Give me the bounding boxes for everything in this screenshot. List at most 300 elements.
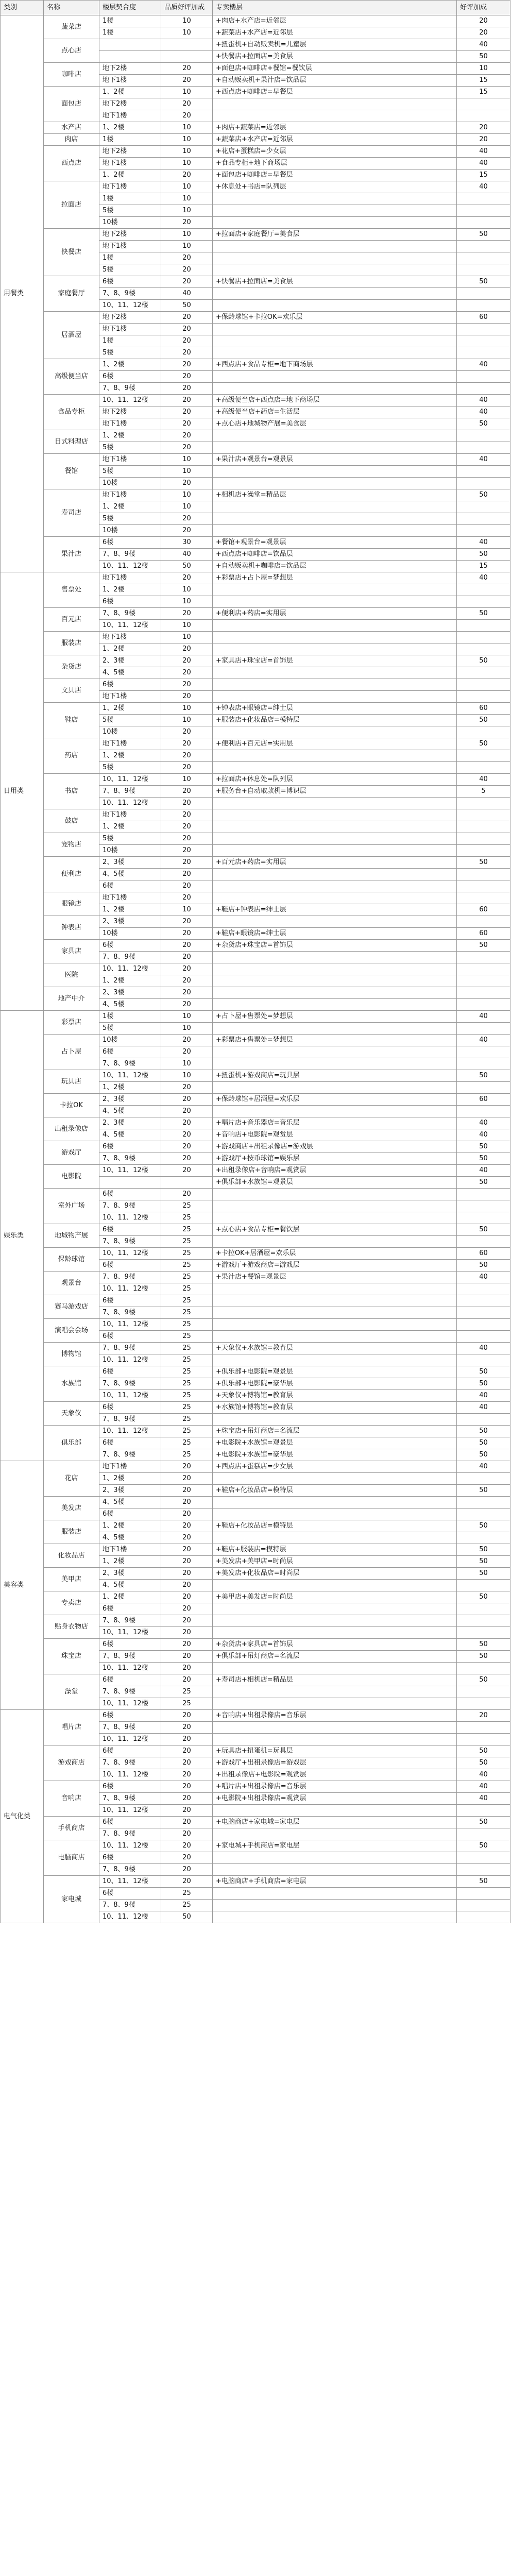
special-floor-cell <box>213 620 457 632</box>
table-row <box>1 1426 510 1437</box>
quality-bonus-cell: 20 <box>161 110 213 122</box>
floor-cell: 6楼 <box>99 1639 161 1651</box>
table-row <box>1 963 510 975</box>
quality-bonus-cell: 50 <box>161 1911 213 1923</box>
quality-bonus-cell: 10 <box>161 205 213 217</box>
category-cell: 电气化类 <box>1 1710 44 1923</box>
special-floor-cell: +电影院+出租录像店=观赏层 <box>213 1793 457 1805</box>
floor-cell <box>99 51 161 63</box>
quality-bonus-cell: 20 <box>161 1106 213 1117</box>
special-floor-cell: +西点店+食品专柜=地下商场层 <box>213 359 457 371</box>
floor-cell: 地下1楼 <box>99 110 161 122</box>
rating-bonus-cell <box>457 1698 510 1710</box>
store-name-cell: 钟表店 <box>44 916 99 940</box>
rating-bonus-cell <box>457 620 510 632</box>
table-row <box>1 1295 510 1307</box>
floor-cell: 10楼 <box>99 525 161 537</box>
special-floor-cell <box>213 1295 457 1307</box>
special-floor-cell <box>213 1698 457 1710</box>
quality-bonus-cell: 20 <box>161 1639 213 1651</box>
quality-bonus-cell: 20 <box>161 1485 213 1497</box>
floor-cell: 地下1楼 <box>99 809 161 821</box>
special-floor-cell: +相机店+澡堂=精品层 <box>213 489 457 501</box>
table-row <box>1 1745 510 1757</box>
quality-bonus-cell: 20 <box>161 1651 213 1663</box>
floor-cell: 6楼 <box>99 596 161 608</box>
rating-bonus-cell <box>457 821 510 833</box>
rating-bonus-cell <box>457 584 510 596</box>
quality-bonus-cell: 25 <box>161 1343 213 1354</box>
rating-bonus-cell: 40 <box>457 406 510 418</box>
table-row <box>1 572 510 584</box>
quality-bonus-cell: 20 <box>161 738 213 750</box>
category-cell: 用餐类 <box>1 15 44 572</box>
store-name-cell: 高级便当店 <box>44 359 99 395</box>
special-floor-cell: +鞋店+服装店=模特层 <box>213 1544 457 1556</box>
store-name-cell: 家电城 <box>44 1876 99 1923</box>
floor-cell: 2、3楼 <box>99 655 161 667</box>
floor-cell: 1、2楼 <box>99 87 161 98</box>
table-row <box>1 655 510 667</box>
quality-bonus-cell: 10 <box>161 146 213 158</box>
quality-bonus-cell: 25 <box>161 1698 213 1710</box>
floor-cell: 10楼 <box>99 845 161 857</box>
rating-bonus-cell: 50 <box>457 1757 510 1769</box>
rating-bonus-cell: 40 <box>457 181 510 193</box>
quality-bonus-cell: 20 <box>161 643 213 655</box>
special-floor-cell <box>213 513 457 525</box>
rating-bonus-cell: 40 <box>457 359 510 371</box>
special-floor-cell: +餐馆+观景台=观景层 <box>213 537 457 549</box>
special-floor-cell: +天象仪+水族馆=教育层 <box>213 1343 457 1354</box>
rating-bonus-cell <box>457 1864 510 1876</box>
floor-cell: 地下1楼 <box>99 1461 161 1473</box>
quality-bonus-cell: 20 <box>161 869 213 880</box>
floor-cell: 6楼 <box>99 276 161 288</box>
floor-cell: 6楼 <box>99 1402 161 1414</box>
special-floor-cell: +游戏厅+游戏商店=游戏层 <box>213 1260 457 1272</box>
floor-cell: 6楼 <box>99 1189 161 1200</box>
rating-bonus-cell <box>457 869 510 880</box>
floor-cell: 5楼 <box>99 442 161 454</box>
quality-bonus-cell: 20 <box>161 276 213 288</box>
rating-bonus-cell <box>457 98 510 110</box>
quality-bonus-cell: 20 <box>161 312 213 324</box>
special-floor-cell: +果汁店+观景台=观景层 <box>213 454 457 466</box>
rating-bonus-cell: 50 <box>457 549 510 561</box>
quality-bonus-cell: 20 <box>161 513 213 525</box>
quality-bonus-cell: 20 <box>161 821 213 833</box>
rating-bonus-cell <box>457 916 510 928</box>
rating-bonus-cell: 40 <box>457 1402 510 1414</box>
quality-bonus-cell: 25 <box>161 1200 213 1212</box>
store-name-cell: 日式料理店 <box>44 430 99 454</box>
store-name-cell: 水产店 <box>44 122 99 134</box>
floor-cell: 1楼 <box>99 335 161 347</box>
rating-bonus-cell <box>457 1911 510 1923</box>
table-row <box>1 1591 510 1603</box>
floor-cell: 2、3楼 <box>99 1485 161 1497</box>
special-floor-cell <box>213 1852 457 1864</box>
rating-bonus-cell: 50 <box>457 1426 510 1437</box>
special-floor-cell <box>213 1354 457 1366</box>
floor-cell: 10、11、12楼 <box>99 1840 161 1852</box>
special-floor-cell <box>213 999 457 1011</box>
special-floor-cell <box>213 963 457 975</box>
rating-bonus-cell <box>457 1805 510 1817</box>
floor-cell: 地下1楼 <box>99 241 161 252</box>
floor-cell: 10、11、12楼 <box>99 1911 161 1923</box>
special-floor-cell <box>213 750 457 762</box>
quality-bonus-cell: 25 <box>161 1319 213 1331</box>
special-floor-cell: +占卜屋+售票处=梦想层 <box>213 1011 457 1023</box>
floor-cell: 2、3楼 <box>99 916 161 928</box>
rating-bonus-cell: 50 <box>457 715 510 726</box>
floor-cell: 1、2楼 <box>99 703 161 715</box>
store-name-cell: 鼓店 <box>44 809 99 833</box>
quality-bonus-cell: 20 <box>161 762 213 774</box>
rating-bonus-cell: 40 <box>457 39 510 51</box>
table-row <box>1 1639 510 1651</box>
special-floor-cell: +蔬菜店+水产店=近邻层 <box>213 27 457 39</box>
rating-bonus-cell: 15 <box>457 87 510 98</box>
floor-cell: 10、11、12楼 <box>99 395 161 406</box>
rating-bonus-cell: 60 <box>457 928 510 940</box>
floor-cell: 10、11、12楼 <box>99 1663 161 1674</box>
special-floor-cell: +彩票店+售票处=梦想层 <box>213 1035 457 1046</box>
rating-bonus-cell: 40 <box>457 1769 510 1781</box>
special-floor-cell: +蔬菜店+水产店=近邻层 <box>213 134 457 146</box>
quality-bonus-cell: 10 <box>161 241 213 252</box>
floor-cell: 4、5楼 <box>99 1532 161 1544</box>
floor-cell: 2、3楼 <box>99 1117 161 1129</box>
quality-bonus-cell: 25 <box>161 1402 213 1414</box>
table-row <box>1 63 510 75</box>
floor-cell: 1楼 <box>99 15 161 27</box>
quality-bonus-cell: 30 <box>161 537 213 549</box>
special-floor-cell <box>213 1473 457 1485</box>
special-floor-cell <box>213 726 457 738</box>
table-row <box>1 857 510 869</box>
table-row <box>1 1781 510 1793</box>
rating-bonus-cell <box>457 1627 510 1639</box>
special-floor-cell <box>213 643 457 655</box>
rating-bonus-cell: 15 <box>457 75 510 87</box>
quality-bonus-cell: 20 <box>161 952 213 963</box>
store-name-cell: 西点店 <box>44 146 99 181</box>
floor-cell: 1、2楼 <box>99 975 161 987</box>
rating-bonus-cell <box>457 691 510 703</box>
special-floor-cell <box>213 1236 457 1248</box>
floor-cell: 4、5楼 <box>99 869 161 880</box>
special-floor-cell <box>213 1212 457 1224</box>
rating-bonus-cell: 40 <box>457 1035 510 1046</box>
floor-cell: 1、2楼 <box>99 1473 161 1485</box>
floor-cell: 6楼 <box>99 679 161 691</box>
floor-cell: 10、11、12楼 <box>99 1876 161 1888</box>
quality-bonus-cell: 10 <box>161 774 213 786</box>
rating-bonus-cell <box>457 952 510 963</box>
floor-cell: 1、2楼 <box>99 359 161 371</box>
floor-cell: 5楼 <box>99 264 161 276</box>
table-row <box>1 537 510 549</box>
store-name-cell: 澡堂 <box>44 1674 99 1710</box>
special-floor-cell <box>213 300 457 312</box>
rating-bonus-cell <box>457 1319 510 1331</box>
special-floor-cell: +面包店+咖啡店=早餐层 <box>213 170 457 181</box>
store-name-cell: 服装店 <box>44 632 99 655</box>
floor-cell: 4、5楼 <box>99 1129 161 1141</box>
special-floor-cell <box>213 442 457 454</box>
quality-bonus-cell: 20 <box>161 1165 213 1177</box>
quality-bonus-cell: 25 <box>161 1260 213 1272</box>
floor-cell: 7、8、9楼 <box>99 1272 161 1283</box>
quality-bonus-cell: 20 <box>161 916 213 928</box>
store-name-cell: 食品专柜 <box>44 395 99 430</box>
quality-bonus-cell: 20 <box>161 252 213 264</box>
rating-bonus-cell <box>457 525 510 537</box>
special-floor-cell <box>213 264 457 276</box>
special-floor-cell: +游戏厅+出租录像店=游戏层 <box>213 1757 457 1769</box>
table-row <box>1 1248 510 1260</box>
rating-bonus-cell: 50 <box>457 1840 510 1852</box>
special-floor-cell <box>213 430 457 442</box>
quality-bonus-cell <box>161 51 213 63</box>
rating-bonus-cell <box>457 833 510 845</box>
store-name-cell: 文具店 <box>44 679 99 703</box>
special-floor-cell <box>213 1319 457 1331</box>
rating-bonus-cell <box>457 335 510 347</box>
floor-cell: 10、11、12楼 <box>99 963 161 975</box>
rating-bonus-cell <box>457 1058 510 1070</box>
floor-cell: 5楼 <box>99 1023 161 1035</box>
quality-bonus-cell: 25 <box>161 1248 213 1260</box>
rating-bonus-cell: 40 <box>457 1343 510 1354</box>
quality-bonus-cell: 50 <box>161 300 213 312</box>
special-floor-cell <box>213 1888 457 1900</box>
floor-cell: 6楼 <box>99 1331 161 1343</box>
special-floor-cell <box>213 1200 457 1212</box>
rating-bonus-cell: 50 <box>457 1141 510 1153</box>
quality-bonus-cell: 25 <box>161 1686 213 1698</box>
table-row <box>1 833 510 845</box>
table-row <box>1 940 510 952</box>
table-row <box>1 1366 510 1378</box>
special-floor-cell: +西点店+蛋糕店=少女层 <box>213 1461 457 1473</box>
special-floor-cell <box>213 584 457 596</box>
quality-bonus-cell: 25 <box>161 1224 213 1236</box>
floor-cell: 6楼 <box>99 1366 161 1378</box>
table-row <box>1 395 510 406</box>
quality-bonus-cell: 10 <box>161 27 213 39</box>
store-name-cell: 化妆品店 <box>44 1544 99 1568</box>
floor-cell: 4、5楼 <box>99 1580 161 1591</box>
floor-cell: 10、11、12楼 <box>99 1283 161 1295</box>
table-row <box>1 312 510 324</box>
special-floor-cell <box>213 478 457 489</box>
rating-bonus-cell <box>457 1828 510 1840</box>
floor-cell: 10、11、12楼 <box>99 1627 161 1639</box>
rating-bonus-cell <box>457 1354 510 1366</box>
quality-bonus-cell: 20 <box>161 691 213 703</box>
floor-cell: 6楼 <box>99 1295 161 1307</box>
special-floor-cell: +保龄球馆+卡拉OK=欢乐层 <box>213 312 457 324</box>
floor-cell: 10、11、12楼 <box>99 300 161 312</box>
floor-cell: 5楼 <box>99 513 161 525</box>
rating-bonus-cell <box>457 679 510 691</box>
floor-cell: 4、5楼 <box>99 1106 161 1117</box>
quality-bonus-cell: 25 <box>161 1414 213 1426</box>
floor-cell: 10、11、12楼 <box>99 1426 161 1437</box>
special-floor-cell: +西点店+咖啡店=早餐层 <box>213 87 457 98</box>
rating-bonus-cell <box>457 643 510 655</box>
table-row <box>1 1817 510 1828</box>
floor-cell: 7、8、9楼 <box>99 1651 161 1663</box>
special-floor-cell: +游戏厅+按币球馆=娱乐层 <box>213 1153 457 1165</box>
table-row <box>1 1011 510 1023</box>
quality-bonus-cell: 20 <box>161 1817 213 1828</box>
floor-cell: 1楼 <box>99 27 161 39</box>
store-name-cell: 寿司店 <box>44 489 99 537</box>
floor-cell: 地下1楼 <box>99 691 161 703</box>
floor-cell: 10、11、12楼 <box>99 1390 161 1402</box>
special-floor-cell: +天象仪+博物馆=教育层 <box>213 1390 457 1402</box>
special-floor-cell <box>213 1627 457 1639</box>
header-rating: 好评加成 <box>457 1 510 15</box>
rating-bonus-cell <box>457 430 510 442</box>
rating-bonus-cell: 50 <box>457 1260 510 1272</box>
rating-bonus-cell: 50 <box>457 1153 510 1165</box>
quality-bonus-cell: 20 <box>161 1129 213 1141</box>
special-floor-cell: +俱乐部+电影院=豪华层 <box>213 1378 457 1390</box>
store-name-cell: 天象仪 <box>44 1402 99 1426</box>
quality-bonus-cell: 20 <box>161 1556 213 1568</box>
quality-bonus-cell: 25 <box>161 1366 213 1378</box>
floor-cell: 5楼 <box>99 347 161 359</box>
rating-bonus-cell: 40 <box>457 774 510 786</box>
special-floor-cell: +鞋店+化妆品店=模特层 <box>213 1485 457 1497</box>
quality-bonus-cell: 20 <box>161 324 213 335</box>
rating-bonus-cell <box>457 1722 510 1734</box>
table-row <box>1 1615 510 1627</box>
table-row <box>1 1189 510 1200</box>
floor-cell: 10楼 <box>99 478 161 489</box>
rating-bonus-cell: 20 <box>457 134 510 146</box>
floor-cell <box>99 39 161 51</box>
quality-bonus-cell: 20 <box>161 928 213 940</box>
rating-bonus-cell: 40 <box>457 395 510 406</box>
quality-bonus-cell: 10 <box>161 158 213 170</box>
floor-cell: 10楼 <box>99 1035 161 1046</box>
rating-bonus-cell: 50 <box>457 1591 510 1603</box>
special-floor-cell <box>213 1615 457 1627</box>
quality-bonus-cell: 20 <box>161 335 213 347</box>
rating-bonus-cell <box>457 252 510 264</box>
floor-cell: 6楼 <box>99 1745 161 1757</box>
special-floor-cell <box>213 371 457 383</box>
floor-cell: 1、2楼 <box>99 1520 161 1532</box>
rating-bonus-cell <box>457 478 510 489</box>
quality-bonus-cell: 20 <box>161 395 213 406</box>
table-row <box>1 1035 510 1046</box>
special-floor-cell: +点心店+食品专柜=餐饮层 <box>213 1224 457 1236</box>
special-floor-cell: +游戏商店+出租录像店=游戏层 <box>213 1141 457 1153</box>
store-name-cell: 出租录像店 <box>44 1117 99 1141</box>
rating-bonus-cell: 40 <box>457 454 510 466</box>
quality-bonus-cell: 20 <box>161 1591 213 1603</box>
quality-bonus-cell: 20 <box>161 1509 213 1520</box>
quality-bonus-cell: 20 <box>161 63 213 75</box>
rating-bonus-cell: 50 <box>457 1876 510 1888</box>
store-name-cell: 售票处 <box>44 572 99 608</box>
floor-cell: 10、11、12楼 <box>99 1805 161 1817</box>
rating-bonus-cell <box>457 1331 510 1343</box>
table-row <box>1 15 510 27</box>
floor-cell: 2、3楼 <box>99 987 161 999</box>
rating-bonus-cell <box>457 217 510 229</box>
special-floor-cell <box>213 501 457 513</box>
special-floor-cell <box>213 892 457 904</box>
quality-bonus-cell: 20 <box>161 359 213 371</box>
quality-bonus-cell: 20 <box>161 608 213 620</box>
floor-cell: 7、8、9楼 <box>99 1236 161 1248</box>
quality-bonus-cell <box>161 1177 213 1189</box>
store-name-cell: 地城物产展 <box>44 1224 99 1248</box>
table-row <box>1 703 510 715</box>
floor-cell: 7、8、9楼 <box>99 1686 161 1698</box>
quality-bonus-cell: 10 <box>161 181 213 193</box>
store-name-cell: 赛马游戏店 <box>44 1295 99 1319</box>
floor-cell: 地下2楼 <box>99 312 161 324</box>
table-row <box>1 1141 510 1153</box>
quality-bonus-cell: 20 <box>161 833 213 845</box>
special-floor-cell: +鞋店+眼镜店=绅士层 <box>213 928 457 940</box>
rating-bonus-cell: 20 <box>457 15 510 27</box>
table-row <box>1 774 510 786</box>
floor-cell: 7、8、9楼 <box>99 1378 161 1390</box>
header-floor: 楼层契合度 <box>99 1 161 15</box>
table-row <box>1 134 510 146</box>
floor-cell: 地下2楼 <box>99 229 161 241</box>
table-row <box>1 122 510 134</box>
special-floor-cell: +点心店+地城物产展=美食层 <box>213 418 457 430</box>
quality-bonus-cell: 20 <box>161 1793 213 1805</box>
rating-bonus-cell: 40 <box>457 158 510 170</box>
floor-cell: 地下2楼 <box>99 63 161 75</box>
special-floor-cell: +鞋店+化妆品店=模特层 <box>213 1520 457 1532</box>
table-row <box>1 892 510 904</box>
floor-cell: 5楼 <box>99 466 161 478</box>
table-row <box>1 1070 510 1082</box>
table-row <box>1 359 510 371</box>
rating-bonus-cell <box>457 1189 510 1200</box>
special-floor-cell <box>213 1497 457 1509</box>
rating-bonus-cell <box>457 1473 510 1485</box>
floor-cell: 7、8、9楼 <box>99 1307 161 1319</box>
special-floor-cell <box>213 975 457 987</box>
rating-bonus-cell <box>457 513 510 525</box>
store-name-cell: 家庭餐厅 <box>44 276 99 312</box>
quality-bonus-cell: 20 <box>161 442 213 454</box>
quality-bonus-cell: 25 <box>161 1354 213 1366</box>
store-name-cell: 服装店 <box>44 1520 99 1544</box>
rating-bonus-cell <box>457 1295 510 1307</box>
rating-bonus-cell: 40 <box>457 1165 510 1177</box>
rating-bonus-cell: 40 <box>457 1117 510 1129</box>
quality-bonus-cell: 10 <box>161 1023 213 1035</box>
floor-cell: 7、8、9楼 <box>99 549 161 561</box>
floor-cell: 1楼 <box>99 134 161 146</box>
